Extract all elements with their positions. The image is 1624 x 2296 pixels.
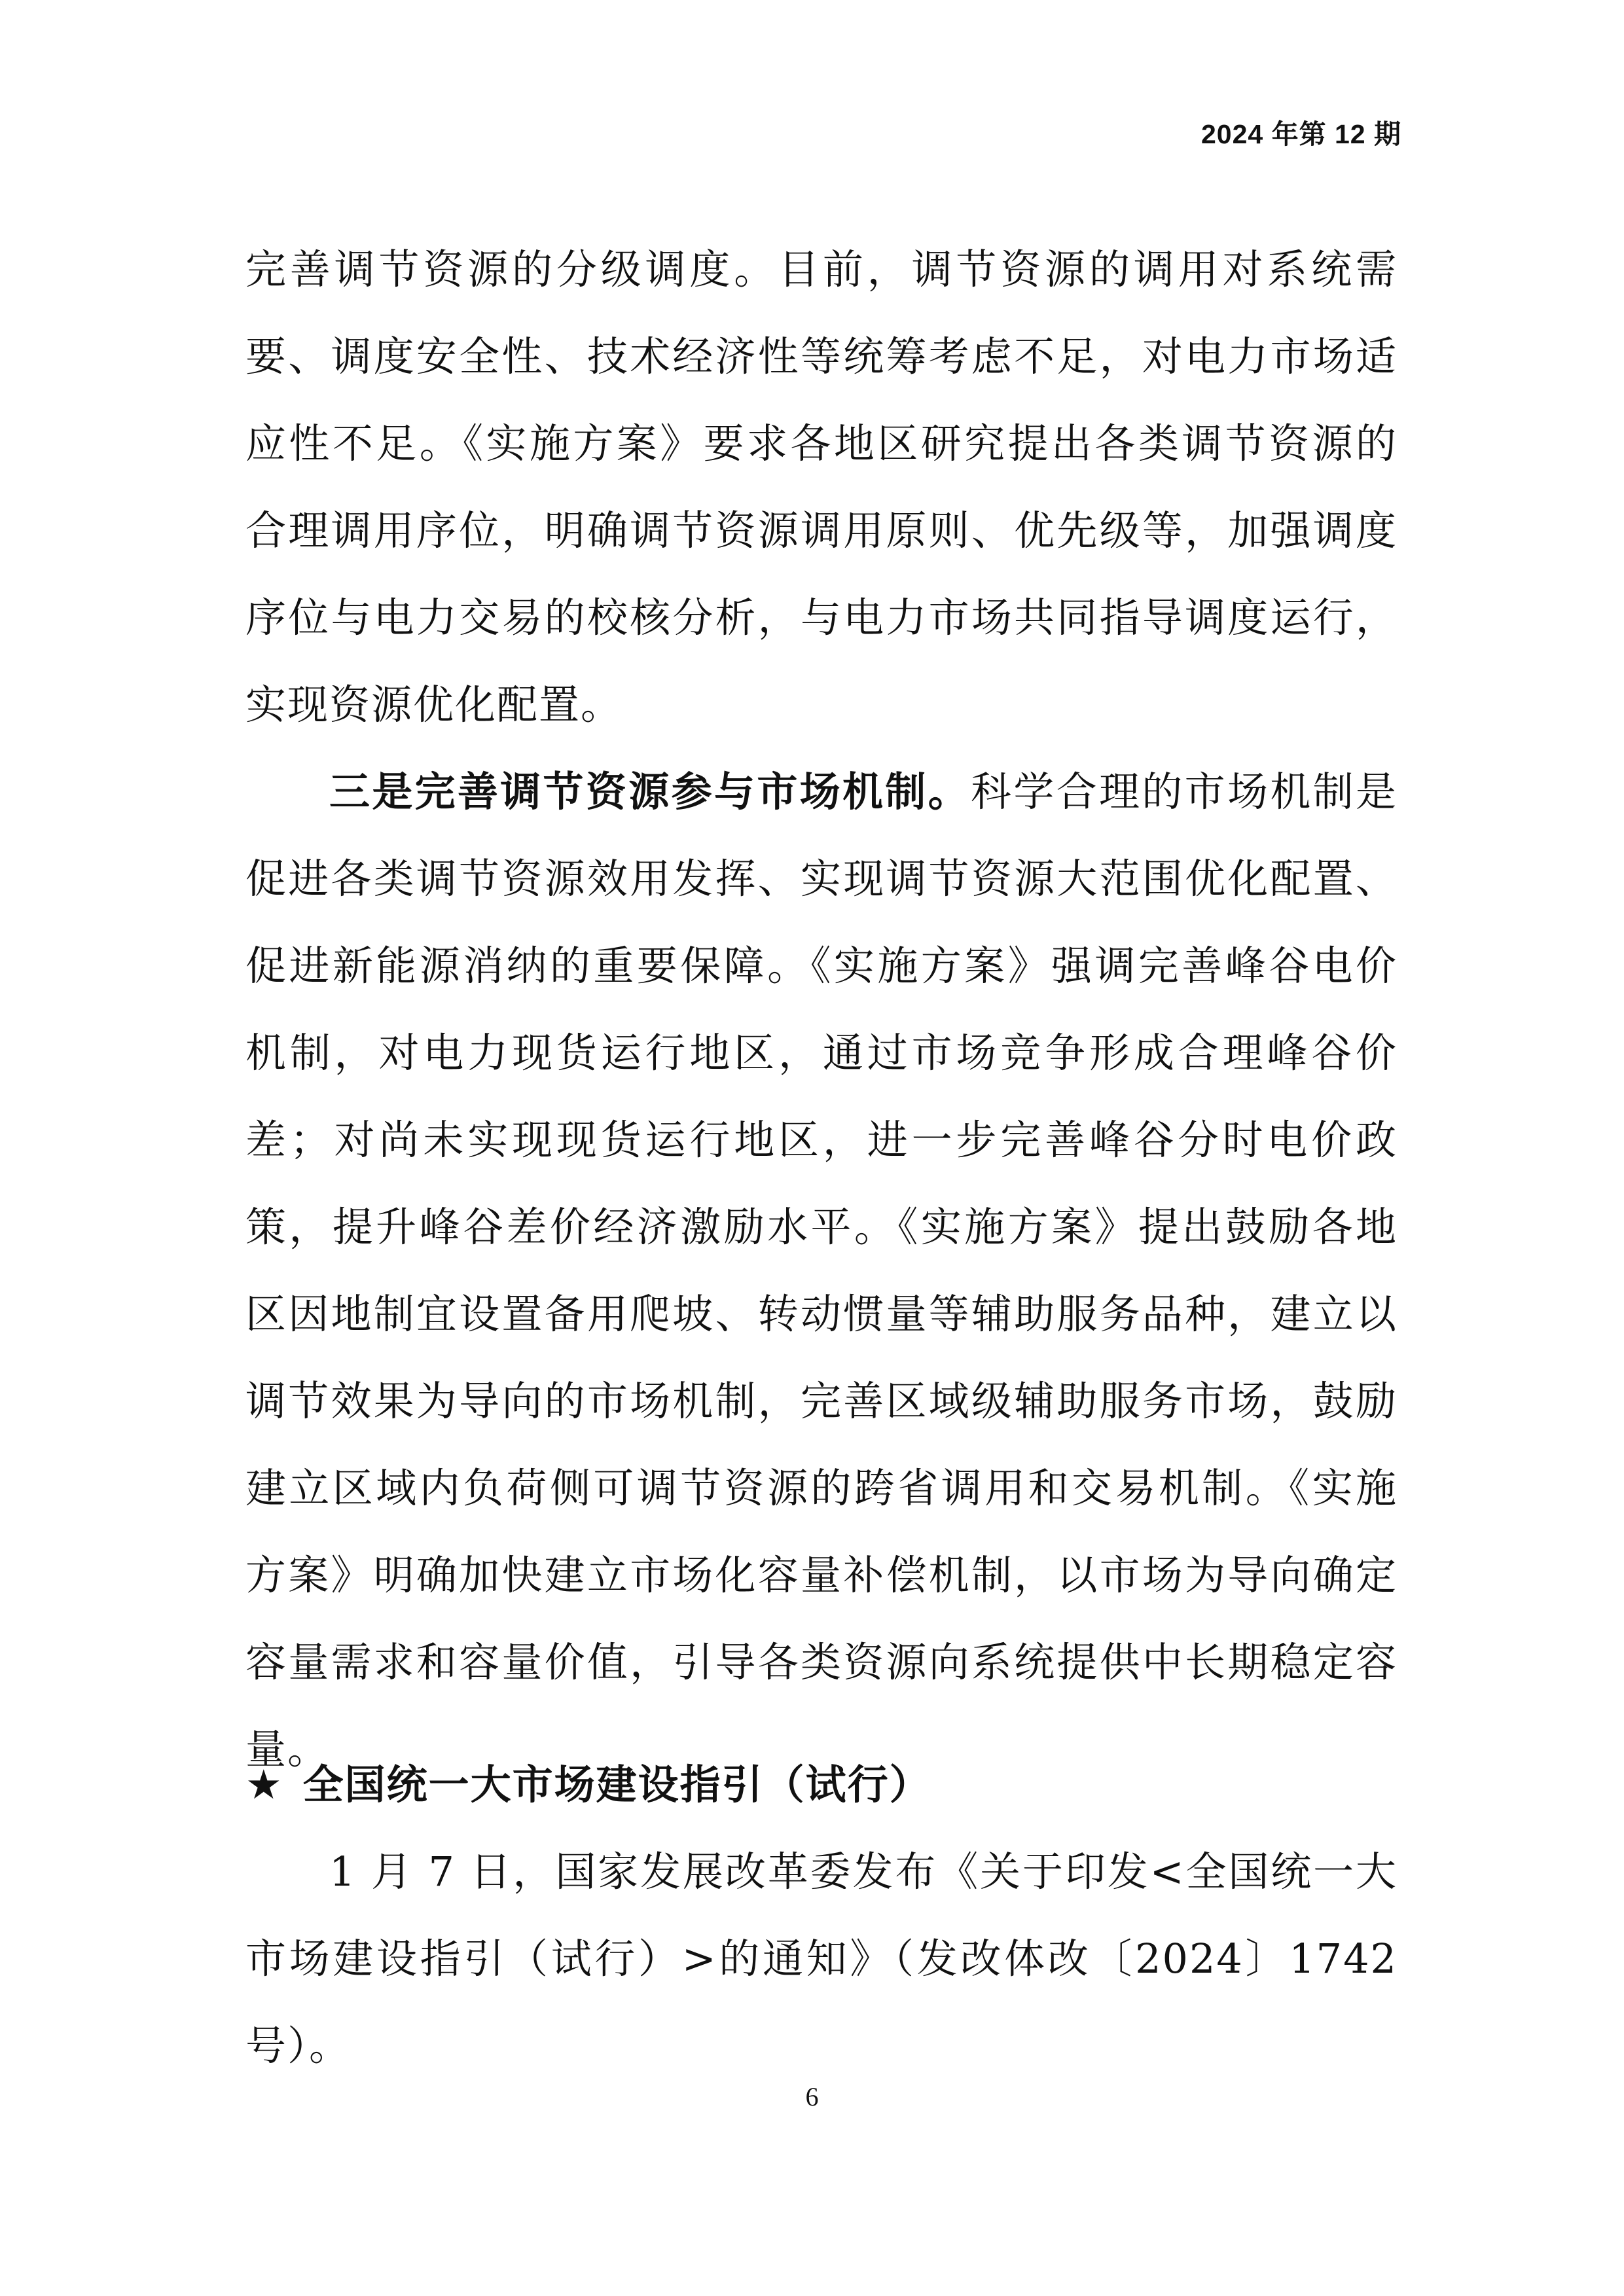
paragraph-scheduling: 完善调节资源的分级调度。目前，调节资源的调用对系统需要、调度安全性、技术经济性等统筹考虑不足，对电力市场适应性不足。《实施方案》要求各地区研究提出各类调节资源的合理调用序位，明确调节资源调用原则、优先级等，加强调度序位与电力交易的校核分析，与电力市场共同指导调度运行，实现资源优化配置。 bbox=[245, 245, 1398, 728]
section-body-paragraph: 1 月 7 日，国家发展改革委发布《关于印发<全国统一大市场建设指引（试行）>的通知》（发改体改〔2024〕1742 号）。 bbox=[245, 1848, 1398, 2070]
issue-label: 2024 年第 12 期 bbox=[1201, 119, 1401, 149]
page-number: 6 bbox=[805, 2082, 819, 2111]
paragraph-body-text: 科学合理的市场机制是促进各类调节资源效用发挥、实现调节资源大范围优化配置、促进新能源消纳的重要保障。《实施方案》强调完善峰谷电价机制，对电力现货运行地区，通过市场竞争形成合理峰谷价差；对尚未实现现货运行地区，进一步完善峰谷分时电价政策，提升峰谷差价经济激励水平。《实施方案》提出鼓励各地区因地制宜设置备用爬坡、转动惯量等辅助服务品种，建立以调节效果为导向的市场机制，完善区域级辅助服务市场，鼓励建立区域内负荷侧可调节资源的跨省调用和交易机制。《实施方案》明确加快建立市场化容量补偿机制，以市场为导向确定容量需求和容量价值，引导各类资源向系统提供中长期稳定容量。 bbox=[245, 768, 1398, 1773]
section-title-text: 全国统一大市场建设指引（试行） bbox=[302, 1761, 931, 1808]
paragraph-lead-heading: 三是完善调节资源参与市场机制。 bbox=[329, 768, 971, 816]
paragraph-market-mechanism bbox=[245, 748, 1398, 1793]
section-heading bbox=[245, 1741, 931, 1828]
main-content bbox=[245, 226, 1398, 1793]
star-icon: ★ bbox=[245, 1761, 283, 1808]
